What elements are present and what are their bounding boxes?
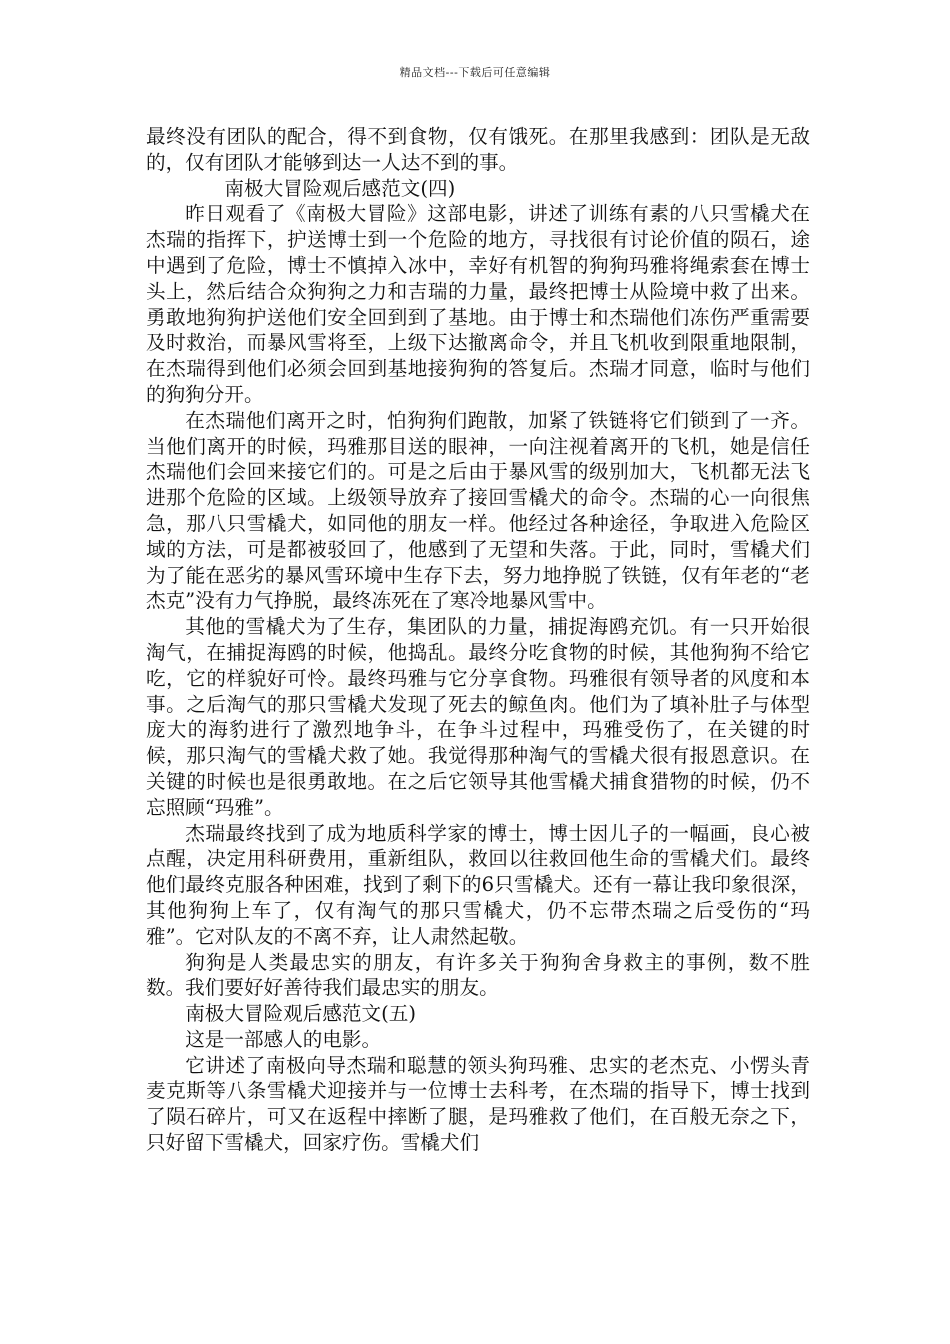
page-header: 精品文档---下载后可任意编辑 [399,66,551,79]
paragraph: 这是一部感人的电影。 [185,1027,382,1051]
paragraph: 其他的雪橇犬为了生存，集团队的力量，捕捉海鸥充饥。有一只开始很淘气，在捕捉海鸥的时候，他捣乱。最终分吃食物的时候，其他狗狗不给它吃，它的样貌好可怜。最终玛雅与它分享食物。玛雅很有领导者的风度和本事。之后淘气的那只雪橇犬发现了死去的鲸鱼肉。他们为了填补肚子与体型庞大的海豹进行了激烈地争斗，在争斗过程中，玛雅受伤了，在关键的时候，那只淘气的雪橇犬救了她。我觉得那种淘气的雪橇犬很有报恩意识。在关键的时候也是很勇敢地。在之后它领导其他雪橇犬捕食猎物的时候，仍不忘照顾“玛雅”。 [146,615,810,819]
section-title-5: 南极大冒险观后感范文(五) [185,1002,417,1026]
paragraph-continuation: 最终没有团队的配合，得不到食物，仅有饿死。在那里我感到：团队是无敌的，仅有团队才能够到达一人达不到的事。 [146,125,810,174]
paragraph: 狗狗是人类最忠实的朋友，有许多关于狗狗舍身救主的事例，数不胜数。我们要好好善待我们最忠实的朋友。 [146,950,810,1000]
paragraph: 它讲述了南极向导杰瑞和聪慧的领头狗玛雅、忠实的老杰克、小愣头青麦克斯等八条雪橇犬迎接并与一位博士去科考，在杰瑞的指导下，博士找到了陨石碎片，可又在返程中摔断了腿，是玛雅救了他们，在百般无奈之下，只好留下雪橇犬，回家疗伤。雪橇犬们 [146,1053,810,1155]
paragraph: 在杰瑞他们离开之时，怕狗狗们跑散，加紧了铁链将它们锁到了一齐。当他们离开的时候，玛雅那目送的眼神，一向注视着离开的飞机，她是信任杰瑞他们会回来接它们的。可是之后由于暴风雪的级别加大，飞机都无法飞进那个危险的区域。上级领导放弃了接回雪橇犬的命令。杰瑞的心一向很焦急，那八只雪橇犬，如同他的朋友一样。他经过各种途径，争取进入危险区域的方法，可是都被驳回了，他感到了无望和失落。于此，同时，雪橇犬们为了能在恶劣的暴风雪环境中生存下去，努力地挣脱了铁链，仅有年老的“老杰克”没有力气挣脱，最终冻死在了寒冷地暴风雪中。 [146,408,810,613]
paragraph: 昨日观看了《南极大冒险》这部电影，讲述了训练有素的八只雪橇犬在杰瑞的指挥下，护送博士到一个危险的地方，寻找很有讨论价值的陨石，途中遇到了危险，博士不慎掉入冰中，幸好有机智的狗狗玛雅将绳索套在博士头上，然后结合众狗狗之力和吉瑞的力量，最终把博士从险境中救了出来。勇敢地狗狗护送他们安全回到到了基地。由于博士和杰瑞他们冻伤严重需要及时救治，而暴风雪将至，上级下达撤离命令，并且飞机收到限重地限制，在杰瑞得到他们必须会回到基地接狗狗的答复后。杰瑞才同意，临时与他们的狗狗分开。 [146,202,810,406]
section-title-4: 南极大冒险观后感范文(四) [224,176,456,200]
paragraph: 杰瑞最终找到了成为地质科学家的博士，博士因儿子的一幅画，良心被点醒，决定用科研费用，重新组队，救回以往救回他生命的雪橇犬们。最终他们最终克服各种困难，找到了剩下的6只雪橇犬。还有一幕让我印象很深，其他狗狗上车了，仅有淘气的那只雪橇犬，仍不忘带杰瑞之后受伤的“玛雅”。它对队友的不离不弃，让人肃然起敬。 [146,821,810,948]
document-body [146,124,810,1156]
